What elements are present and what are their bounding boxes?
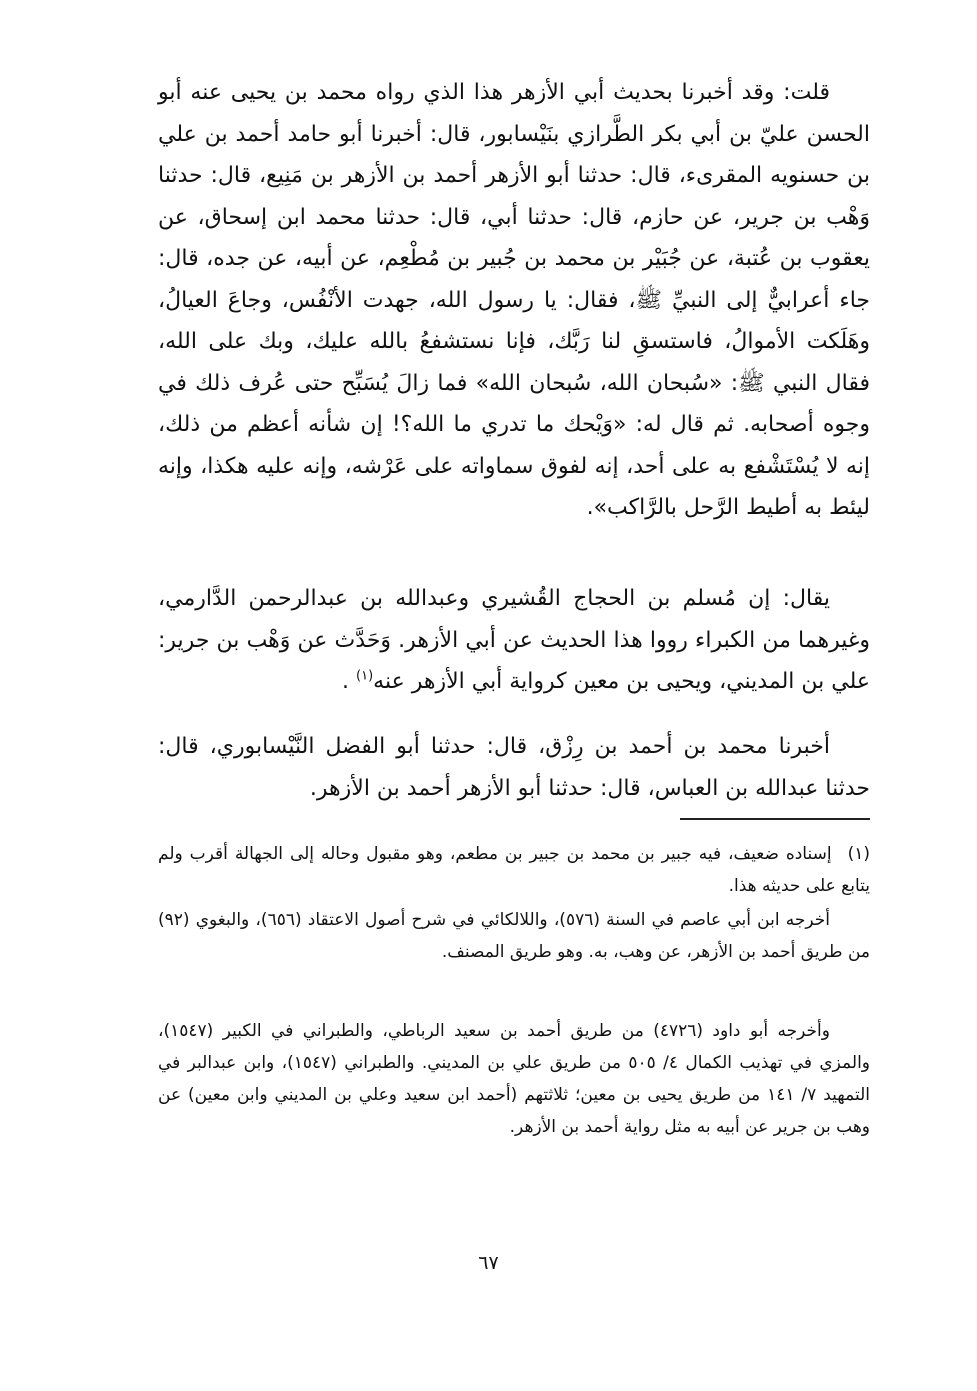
paragraph-text: يقال: إن مُسلم بن الحجاج القُشيري وعبدالله بن عبدالرحمن الدَّارمي، وغيرهما من الكبراء رووا هذا الحديث عن أبي الأزهر. وَحَدَّث عن وَهْب بن جرير: علي بن المديني، ويحيى بن معين كرواية أبي الأزهر عنه	[158, 586, 870, 694]
main-paragraph-isnad: أخبرنا محمد بن أحمد بن رِزْق، قال: حدثنا أبو الفضل النَّيْسابوري، قال: حدثنا عبدالله بن العباس، قال: حدثنا أبو الأزهر أحمد بن الأزهر.	[158, 734, 870, 801]
main-paragraph-hadith: قلت: وقد أخبرنا بحديث أبي الأزهر هذا الذي رواه محمد بن يحيى عنه أبو الحسن عليّ بن أبي بكر الطَّرازي بنَيْسابور، قال: أخبرنا أبو حامد أحمد بن علي بن حسنويه المقرىء، قال: حدثنا أبو الأزهر أحمد بن الأزهر بن مَنِيع، قال: حدثنا وَهْب بن جرير، عن حازم، قال: حدثنا أبي، قال: حدثنا محمد ابن إسحاق، عن يعقوب بن عُتبة، عن جُبَيْر بن محمد بن جُبير بن مُطْعِم، عن أبيه، عن جده، قال: جاء أعرابيٌّ إلى النبيِّ ﷺ، فقال: يا رسول الله، جهدت الأنْفُس، وجاعَ العيالُ، وهَلَكت الأموالُ، فاستسقِ لنا رَبَّك، فإنا نستشفعُ بالله عليك، وبك على الله، فقال النبي ﷺ: «سُبحان الله، سُبحان الله» فما زالَ يُسَبِّح حتى عُرف ذلك في وجوه أصحابه. ثم قال له: «وَيْحك ما تدري ما الله؟! إن شأنه أعظم من ذلك، إنه لا يُسْتَشْفع به على أحد، إنه لفوق سماواته على عَرْشه، وإنه عليه هكذا، وإنه ليئط به أطيط الرَّحل بالرَّاكب».	[158, 80, 870, 520]
footnote-1-sources-a: أخرجه ابن أبي عاصم في السنة (٥٧٦)، واللالكائي في شرح أصول الاعتقاد (٦٥٦)، والبغوي (٩٢) من طريق أحمد بن الأزهر، عن وهب، به. وهو طريق المصنف.	[158, 910, 870, 962]
footnote-reference: (١)	[356, 668, 374, 684]
main-paragraph-narrators	[158, 578, 870, 703]
page-number: ٦٧	[478, 1252, 499, 1274]
footnote-divider	[680, 818, 870, 820]
footnote-text: إسناده ضعيف، فيه جبير بن محمد بن جبير بن مطعم، وهو مقبول وحاله إلى الجهالة أقرب ولم يتابع على حديثه هذا.	[158, 844, 870, 896]
footnote-1-sources-b: وأخرجه أبو داود (٤٧٢٦) من طريق أحمد بن سعيد الرباطي، والطبراني في الكبير (١٥٤٧)، والمزي في تهذيب الكمال ٤/ ٥٠٥ من طريق علي بن المديني. والطبراني (١٥٤٧)، وابن عبدالبر في التمهيد ٧/ ١٤١ من طريق يحيى بن معين؛ ثلاثتهم (أحمد ابن سعيد وعلي بن المديني وابن معين) عن وهب بن جرير عن أبيه به مثل رواية أحمد بن الأزهر.	[158, 1021, 870, 1137]
footnote-number: (١)	[847, 844, 870, 864]
paragraph-end: .	[342, 669, 357, 694]
footnote-1	[158, 838, 870, 902]
